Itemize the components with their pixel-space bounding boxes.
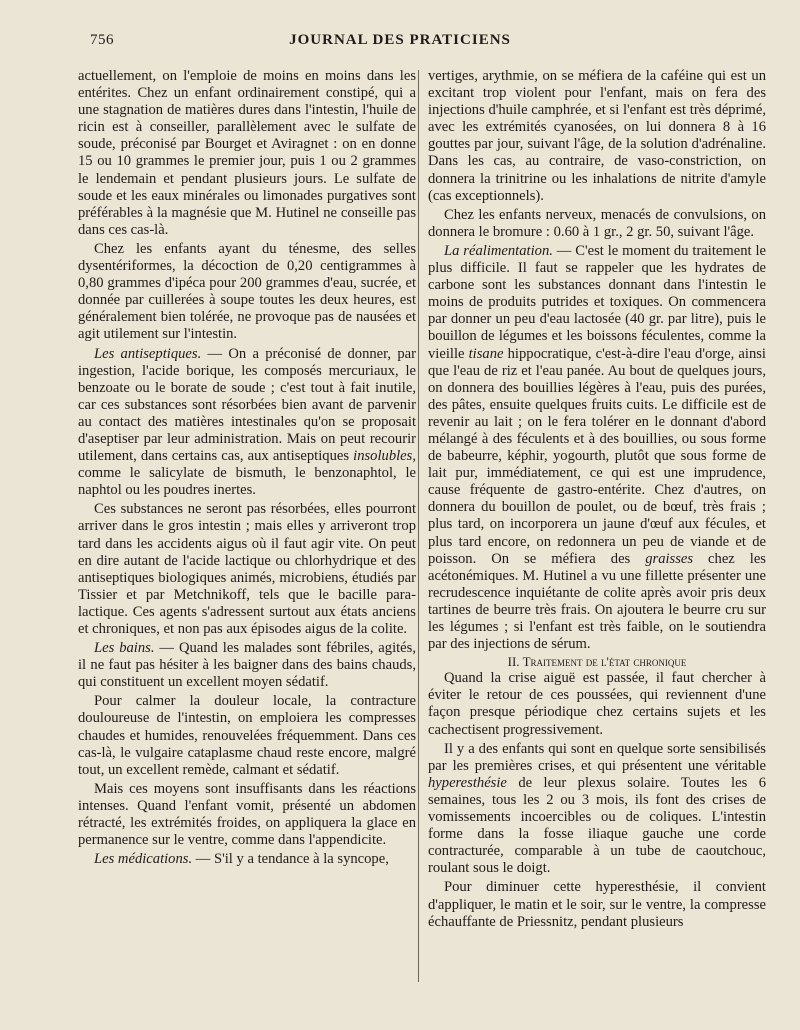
column-divider xyxy=(418,70,419,982)
paragraph: Il y a des enfants qui sont en quelque sorte sensibilisés par les premières crises, et qui présentent une véritable hyperesthésie de leur plexus solaire. Toutes les 6 semaines, tous les 2 ou 3 mois, ils font des crises de vomissements incoercibles ou de coliques. L'intestin forme dans la fosse iliaque gauche une corde contracturée, comparable à un tube de caoutchouc, roulant sous le doigt. xyxy=(428,740,766,877)
paragraph: Les antiseptiques. — On a préconisé de donner, par ingestion, l'acide borique, les composés mercuriaux, le benzoate ou le borate de soude ; c'est tout à fait inutile, car ces substances sont résorbées bien avant de parvenir au contact des matières intestinales qu'on se proposait d'aseptiser par leur administration. Mais on peut recourir utilement, dans certains cas, aux antiseptiques insolubles, comme le salicylate de bismuth, le benzonaphtol, le naphtol ou les poudres inertes. xyxy=(78,345,416,499)
left-column xyxy=(78,68,416,868)
paragraph: Quand la crise aiguë est passée, il faut chercher à éviter le retour de ces poussées, qui reviennent d'une façon presque périodique chez certains sujets et les cachectisent progressivement. xyxy=(428,670,766,738)
paragraph: Pour calmer la douleur locale, la contracture douloureuse de l'intestin, on emploiera les compresses chaudes et humides, renouvelées fréquemment. Dans ces cas-là, le vulgaire cataplasme chaud reste encore, malgré tout, un excellent remède, calmant et sédatif. xyxy=(78,693,416,778)
paragraph-title: Les antiseptiques. xyxy=(94,345,202,362)
paragraph: Les médications. — S'il y a tendance à la syncope, xyxy=(94,851,389,868)
page-header xyxy=(0,30,800,56)
right-column xyxy=(428,68,766,931)
paragraph-title: Les médications. xyxy=(94,851,193,868)
paragraph: Ces substances ne seront pas résorbées, elles pourront arriver dans le gros intestin ; mais elles y arriveront trop tard dans les accidents aigus où il faut agir vite. On peut en dire autant de l'acide lactique ou chlorhydrique et des antiseptiques biologiques animés, microbiens, étudiés par Tissier et par Metchnikoff, tels que le bacille para-lactique. Ces agents s'adressent surtout aux états anciens et chroniques, et non pas aux épisodes aigus de la colite. xyxy=(78,501,416,637)
paragraph: La réalimentation. — C'est le moment du traitement le plus difficile. Il faut se rappeler que les hydrates de carbone sont les substances donnant dans l'intestin le moins de produits putrides et toxiques. On commencera par donner un peu d'eau lactosée (40 gr. par litre), puis le bouillon de légumes et les boissons féculentes, comme la vieille tisane hippocratique, c'est-à-dire l'eau d'orge, ainsi que l'eau de riz et l'eau panée. Au bout de quelques jours, on donnera des bouillies légères à l'eau, puis des purées, des pâtes, ensuite quelques fruits cuits. Le difficile est de revenir au lait ; on le fera tolérer en le donnant d'abord mélangé à des féculents et à des bouillies, ou sous forme de babeurre, képhir, yogourth, plutôt que sous forme de lait pur, immédiatement, ce qui est une imprudence, cause fréquente de gastro-entérite. Chez d'autres, on donnera du bouillon de poulet, ou de bœuf, très frais ; plus tard, on incorporera un jaune d'œuf aux fécules, et plus tard encore, on redonnera un peu de viande et de poisson. On se méfiera des graisses chez les acétonémiques. M. Hutinel a vu une fillette présenter une recrudescence inquiétante de colite après avoir pris deux tartines de beurre très frais. On ajoutera le beurre cru sur les légumes ; si l'enfant est très faible, on le soutiendra par des injections de sérum. xyxy=(428,242,766,653)
paragraph: actuellement, on l'emploie de moins en moins dans les entérites. Chez un enfant ordinairement constipé, qui a une stagnation de matières dures dans l'intestin, l'huile de ricin est à conseiller, parallèlement avec le sulfate de soude, préconisé par Bourget et Aviragnet : on en donne 15 ou 10 grammes le premier jour, puis 1 ou 2 grammes le lendemain et pendant plusieurs jours. Le sulfate de soude et les eaux minérales ou limonades purgatives sont préférables à la magnésie que M. Hutinel ne conseille pas dans ces cas-là. xyxy=(78,68,416,238)
paragraph-title: Les bains. xyxy=(94,640,155,657)
paragraph: Mais ces moyens sont insuffisants dans les réactions intenses. Quand l'enfant vomit, présenté un abdomen rétracté, les extrémités froides, on appliquera la glace en permanence sur le ventre, comme dans l'appendicite. xyxy=(78,780,416,849)
paragraph: Pour diminuer cette hyperesthésie, il convient d'appliquer, le matin et le soir, sur le ventre, la compresse échauffante de Priessnitz, pendant plusieurs xyxy=(428,879,766,930)
paragraph: Chez les enfants ayant du ténesme, des selles dysentériformes, la décoction de 0,20 centigrammes à 0,80 grammes d'ipéca pour 200 grammes d'eau, sucrée, et donnée par cuillerées à soupe toutes les deux heures, est généralement bien tolérée, ne provoque pas de nausées et agit utilement sur l'intestin. xyxy=(78,240,416,343)
paragraph-title: La réalimentation. xyxy=(444,242,553,259)
paragraph: Chez les enfants nerveux, menacés de convulsions, on donnera le bromure : 0.60 à 1 gr., 2 gr. 50, suivant l'âge. xyxy=(428,206,766,240)
paragraph: vertiges, arythmie, on se méfiera de la caféine qui est un excitant trop violent pour l'enfant, mais on fera des injections d'huile camphrée, et si l'enfant est très déprimé, avec les extrémités cyanosées, on lui donnera 8 à 16 gouttes par jour, suivant l'âge, de la solution d'adrénaline. Dans les cas, au contraire, de vaso-constriction, on donnera la trinitrine ou les inhalations de nitrite d'amyle (cas exceptionnels). xyxy=(428,68,766,204)
section-heading: II. Traitement de l'état chronique xyxy=(507,654,687,670)
paragraph: Les bains. — Quand les malades sont fébriles, agités, il ne faut pas hésiter à les baigner dans des bains chauds, qui constituent un excellent moyen sédatif. xyxy=(78,640,416,691)
page-number: 756 xyxy=(90,32,114,48)
journal-title: JOURNAL DES PRATICIENS xyxy=(289,32,511,48)
